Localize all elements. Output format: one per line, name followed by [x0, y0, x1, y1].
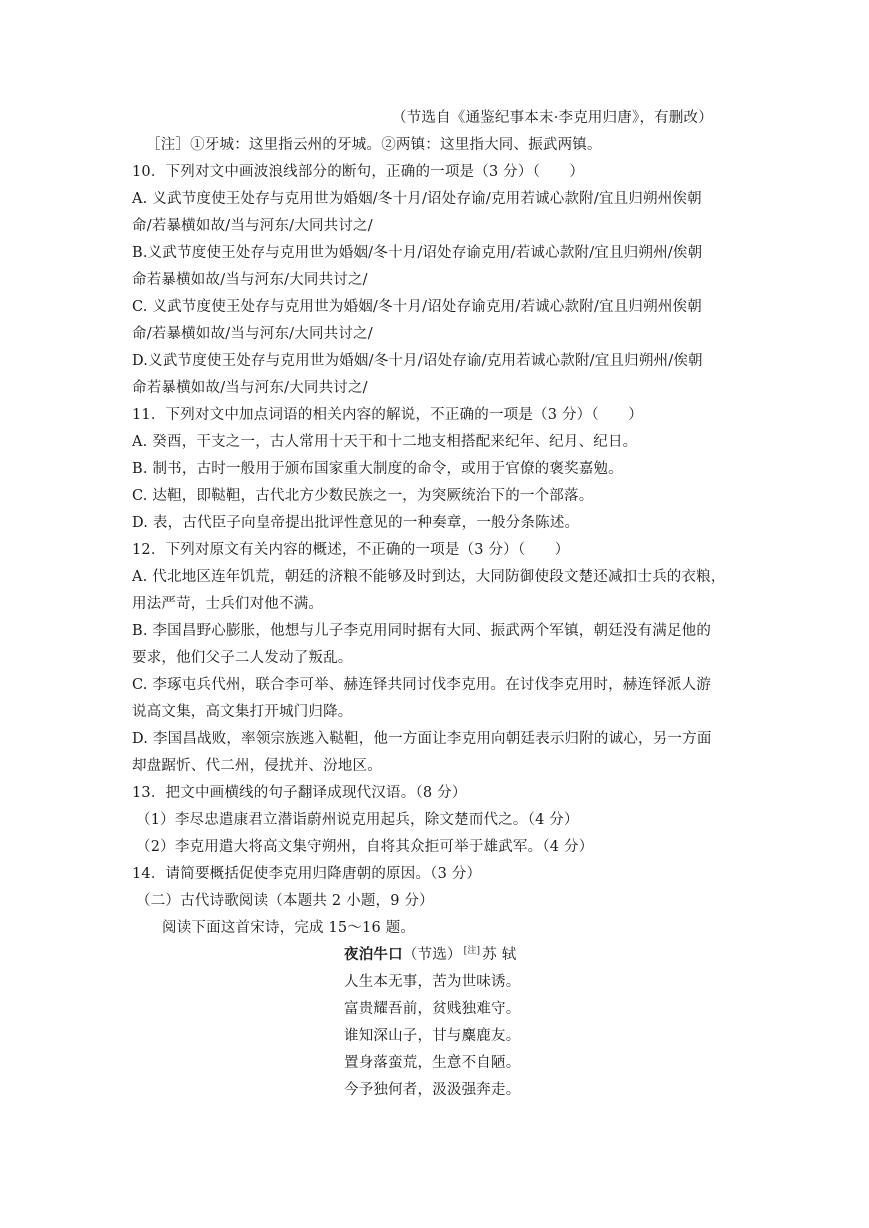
q10-option-c-line1: C. 义武节度使王处存与克用世为婚姻/冬十月/诏处存谕克用/若诚心款附/宜且归朔州俟朝: [132, 299, 702, 315]
q12-option-b-line1: B. 李国昌野心膨胀，他想与儿子李克用同时据有大同、振武两个军镇，朝廷没有满足他的: [132, 623, 712, 639]
poem-line: 置身落蛮荒，生意不自陋。: [344, 1055, 521, 1071]
q10-option-d-line1: D.义武节度使王处存与克用世为婚姻/冬十月/诏处存谕/克用若诚心款附/宜且归朔州/俟朝: [132, 353, 703, 369]
q10-option-d-line2: 命若暴横如故/当与河东/大同共讨之/: [132, 380, 368, 396]
q13-stem: 13．把文中画横线的句子翻译成现代汉语。（8 分）: [132, 785, 467, 801]
section-heading: （二）古代诗歌阅读（本题共 2 小题，9 分）: [136, 893, 434, 909]
poem-line: 今予独何者，汲汲强奔走。: [344, 1082, 521, 1098]
q10-option-a-line2: 命/若暴横如故/当与河东/大同共讨之/: [132, 218, 373, 234]
q13-part2: （2）李克用遣大将高文集守朔州，自将其众拒可举于雄武军。（4 分）: [136, 839, 594, 855]
q11-option-d: D. 表，古代臣子向皇帝提出批评性意见的一种奏章，一般分条陈述。: [132, 515, 580, 531]
q11-option-b: B. 制书，古时一般用于颁布国家重大制度的命令，或用于官僚的褒奖嘉勉。: [132, 461, 623, 477]
poem-line: 谁知深山子，甘与麋鹿友。: [344, 1028, 521, 1044]
poem-title-line: [344, 945, 516, 967]
q12-option-c-line2: 说高文集，高文集打开城门归降。: [132, 704, 353, 720]
q12-stem: 12．下列对原文有关内容的概述，不正确的一项是（3 分）（ ）: [132, 542, 570, 558]
q12-option-c-line1: C. 李琢屯兵代州，联合李可举、赫连铎共同讨伐李克用。在讨伐李克用时，赫连铎派人游: [132, 677, 711, 693]
q12-option-d-line2: 却盘踞忻、代二州，侵扰并、汾地区。: [132, 758, 382, 774]
poem-author: 苏 轼: [482, 947, 517, 963]
q11-stem: 11．下列对文中加点词语的相关内容的解说，不正确的一项是（3 分）（ ）: [132, 407, 643, 423]
q14-stem: 14．请简要概括促使李克用归降唐朝的原因。（3 分）: [132, 866, 482, 882]
q10-option-b-line1: B.义武节度使王处存与克用世为婚姻/冬十月/诏处存谕克用/若诚心款附/宜且归朔州/俟朝: [132, 245, 703, 261]
q11-option-a: A. 癸酉，干支之一，古人常用十天干和十二地支相搭配来纪年、纪月、纪日。: [132, 434, 638, 450]
poem-line: 富贵耀吾前，贫贱独难守。: [344, 1001, 521, 1017]
q10-option-b-line2: 命若暴横如故/当与河东/大同共讨之/: [132, 272, 368, 288]
q11-option-c: C. 达靼，即鞑靼，古代北方少数民族之一，为突厥统治下的一个部落。: [132, 488, 594, 504]
source-note: （节选自《通鉴纪事本末·李克用归唐》，有删改）: [392, 110, 713, 126]
q10-stem: 10．下列对文中画波浪线部分的断句，正确的一项是（3 分）（ ）: [132, 164, 585, 180]
q12-option-b-line2: 要求，他们父子二人发动了叛乱。: [132, 650, 353, 666]
poem-title: 夜泊牛口: [344, 946, 403, 963]
q10-option-a-line1: A. 义武节度使王处存与克用世为婚姻/冬十月/诏处存谕/克用若诚心款附/宜且归朔州俟朝: [132, 191, 702, 207]
q12-option-a-line1: A. 代北地区连年饥荒，朝廷的济粮不能够及时到达，大同防御使段文楚还减扣士兵的衣粮，: [132, 569, 726, 585]
poem-title-suffix: （节选）: [402, 947, 462, 963]
q12-option-a-line2: 用法严苛，士兵们对他不满。: [132, 596, 324, 612]
q13-part1: （1）李尽忠遣康君立潜诣蔚州说克用起兵，除文楚而代之。（4 分）: [136, 812, 579, 828]
poem-line: 人生本无事，苦为世味诱。: [344, 974, 521, 990]
section-instruction: 阅读下面这首宋诗，完成 15～16 题。: [162, 920, 416, 936]
q10-option-c-line2: 命/若暴横如故/当与河东/大同共讨之/: [132, 326, 373, 342]
q12-option-d-line1: D. 李国昌战败，率领宗族逃入鞑靼，他一方面让李克用向朝廷表示归附的诚心，另一方面: [132, 731, 712, 747]
annotation-note: ［注］①牙城：这里指云州的牙城。②两镇：这里指大同、振武两镇。: [146, 137, 602, 153]
poem-note-mark: [注]: [463, 946, 481, 956]
